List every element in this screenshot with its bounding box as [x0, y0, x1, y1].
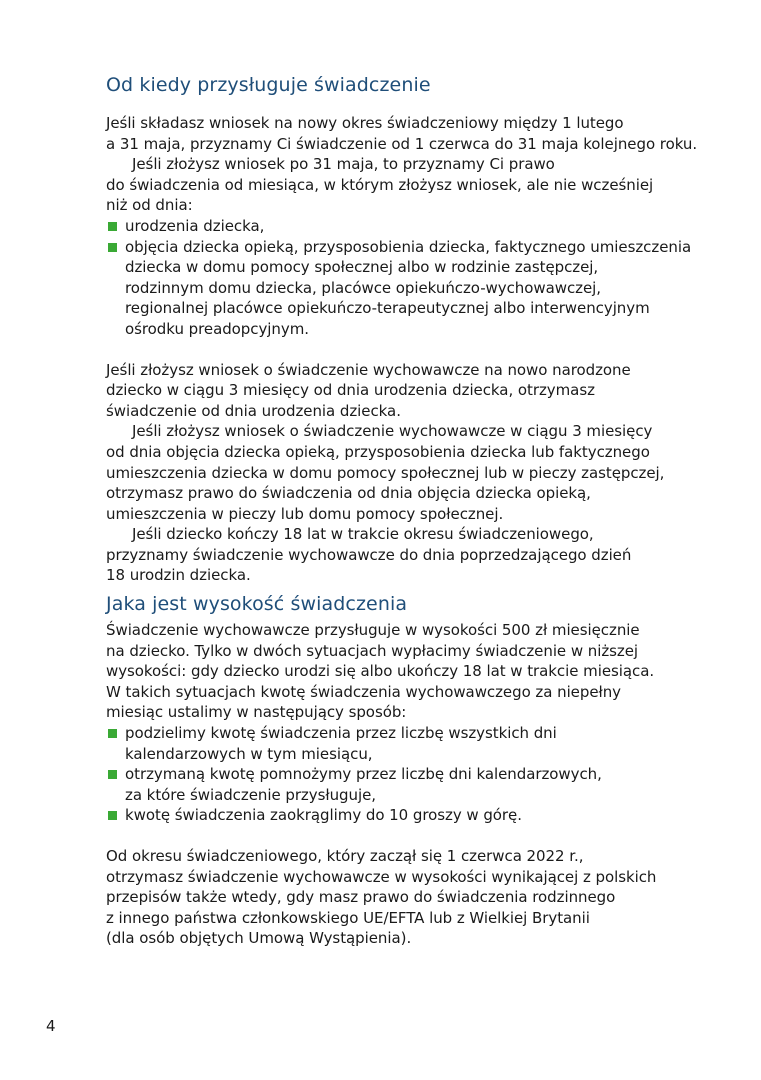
section-heading-od-kiedy: Od kiedy przysługuje świadczenie — [106, 74, 431, 96]
paragraph — [106, 846, 681, 949]
green-square-bullet-icon — [108, 770, 117, 779]
text-line: Jeśli złożysz wniosek o świadczenie wychowawcze na nowo narodzone — [106, 360, 631, 379]
list-item-text: objęcia dziecka opieką, przysposobienia dziecka, faktycznego umieszczenia — [125, 237, 692, 256]
text-line: 18 urodzin dziecka. — [106, 566, 251, 585]
paragraph — [106, 620, 681, 723]
list-item — [106, 237, 692, 340]
text-line: Jeśli składasz wniosek na nowy okres świadczeniowy między 1 lutego — [106, 114, 624, 132]
text-line: świadczenie od dnia urodzenia dziecka. — [106, 401, 401, 420]
list-item — [106, 805, 681, 826]
bullet-list — [106, 216, 692, 340]
paragraph — [106, 421, 681, 524]
page-number: 4 — [46, 1017, 56, 1035]
paragraph — [106, 113, 698, 154]
text-line: Świadczenie wychowawcze przysługuje w wysokości 500 zł miesięcznie — [106, 621, 640, 640]
green-square-bullet-icon — [108, 729, 117, 738]
text-line: z innego państwa członkowskiego UE/EFTA lub z Wielkiej Brytanii — [106, 908, 590, 927]
text-line: od dnia objęcia dziecka opieką, przysposobienia dziecka lub faktycznego — [106, 442, 650, 461]
bullet-list — [106, 723, 681, 826]
paragraph — [106, 524, 681, 586]
green-square-bullet-icon — [108, 811, 117, 820]
list-item — [106, 764, 681, 805]
text-line: Jeśli dziecko kończy 18 lat w trakcie okresu świadczeniowego, — [132, 525, 594, 544]
text-line: umieszczenia dziecka w domu pomocy społecznej lub w pieczy zastępczej, — [106, 463, 665, 482]
text-line: przyznamy świadczenie wychowawcze do dnia poprzedzającego dzień — [106, 545, 632, 564]
paragraph — [106, 360, 681, 422]
list-item-text: dziecka w domu pomocy społecznej albo w rodzinie zastępczej, — [125, 258, 599, 277]
text-line: miesiąc ustalimy w następujący sposób: — [106, 703, 407, 722]
spacer — [106, 340, 681, 360]
text-line: przepisów także wtedy, gdy masz prawo do świadczenia rodzinnego — [106, 888, 616, 907]
green-square-bullet-icon — [108, 222, 117, 231]
text-line: W takich sytuacjach kwotę świadczenia wychowawczego za niepełny — [106, 682, 622, 701]
list-item-text: podzielimy kwotę świadczenia przez liczbę wszystkich dni — [125, 724, 557, 743]
text-line: dziecko w ciągu 3 miesięcy od dnia urodzenia dziecka, otrzymasz — [106, 381, 595, 400]
text-line: Od okresu świadczeniowego, który zaczął się 1 czerwca 2022 r., — [106, 847, 584, 865]
list-item-text: za które świadczenie przysługuje, — [125, 785, 376, 804]
text-line: otrzymasz prawo do świadczenia od dnia objęcia dziecka opieką, — [106, 484, 591, 503]
text-line: wysokości: gdy dziecko urodzi się albo ukończy 18 lat w trakcie miesiąca. — [106, 662, 655, 681]
list-item-text: otrzymaną kwotę pomnożymy przez liczbę dni kalendarzowych, — [125, 765, 602, 784]
list-item-text: ośrodku preadopcyjnym. — [125, 319, 309, 338]
list-item — [106, 216, 681, 237]
section-heading-wysokosc: Jaka jest wysokość świadczenia — [106, 593, 408, 616]
text-line: a 31 maja, przyznamy Ci świadczenie od 1 czerwca do 31 maja kolejnego roku. — [106, 134, 698, 153]
list-item-text: kalendarzowych w tym miesiącu, — [125, 744, 373, 763]
list-item-text: kwotę świadczenia zaokrąglimy do 10 groszy w górę. — [125, 806, 522, 825]
text-line: Jeśli złożysz wniosek po 31 maja, to przyznamy Ci prawo — [132, 155, 555, 174]
page-content — [106, 73, 698, 949]
list-item-text: rodzinnym domu dziecka, placówce opiekuńczo-wychowawczej, — [125, 278, 602, 297]
text-line: umieszczenia w pieczy lub domu pomocy społecznej. — [106, 504, 504, 523]
paragraph — [106, 154, 681, 216]
list-item-text: regionalnej placówce opiekuńczo-terapeutycznej albo interwencyjnym — [125, 299, 650, 318]
list-item-text: urodzenia dziecka, — [125, 216, 265, 235]
text-line: Jeśli złożysz wniosek o świadczenie wychowawcze w ciągu 3 miesięcy — [132, 422, 653, 441]
text-line: do świadczenia od miesiąca, w którym złożysz wniosek, ale nie wcześniej — [106, 175, 654, 194]
spacer — [106, 826, 681, 846]
text-line: (dla osób objętych Umową Wystąpienia). — [106, 929, 412, 948]
text-line: otrzymasz świadczenie wychowawcze w wysokości wynikającej z polskich — [106, 867, 657, 886]
text-line: niż od dnia: — [106, 196, 193, 215]
green-square-bullet-icon — [108, 243, 117, 252]
text-line: na dziecko. Tylko w dwóch sytuacjach wypłacimy świadczenie w niższej — [106, 641, 639, 660]
list-item — [106, 723, 681, 764]
